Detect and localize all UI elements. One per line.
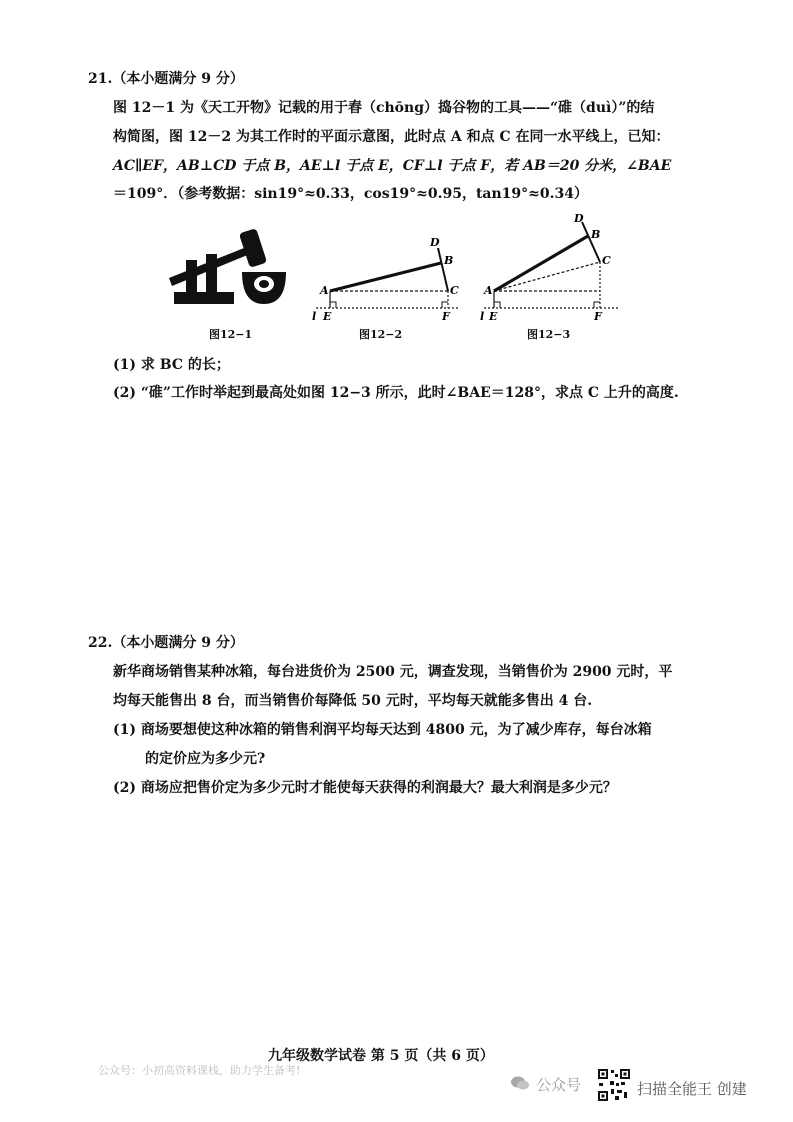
figure-12-2-diagram [308,228,468,323]
q21-sub-question-2: (2) “碓”工作时举起到最高处如图 12−3 所示，此时∠BAE＝128°，求点 C 上升的高度. [113,385,679,401]
q22-number: 22. [88,635,113,651]
q21-line-3: AC∥EF，AB⊥CD 于点 B，AE⊥l 于点 E，CF⊥l 于点 F，若 AB＝20 分米，∠BAE [113,158,672,174]
fig2-label-l: l [312,310,317,323]
q21-heading [88,68,244,88]
q22-score: （本小题满分 9 分） [112,635,244,651]
fig3-label-l: l [480,310,485,323]
fig3-label-F: F [594,310,602,323]
fig3-label-A: A [484,284,493,297]
fig2-label-D: D [430,236,440,249]
page-footer: 九年级数学试卷 第 5 页（共 6 页） [268,1048,494,1064]
q22-sub-question-2: (2) 商场应把售价定为多少元时才能使每天获得的利润最大？最大利润是多少元？ [113,780,617,796]
fig2-label-C: C [450,284,459,297]
figure-12-1-caption: 图12−1 [209,328,253,341]
q22-heading [88,632,244,652]
q21-line-1: 图 12－1 为《天工开物》记载的用于舂（chōng）捣谷物的工具——“碓（duì）”的结 [113,100,655,116]
wechat-icon [510,1075,530,1091]
q22-line-1: 新华商场销售某种冰箱，每台进货价为 2500 元，调查发现，当销售价为 2900 元时，平 [113,664,673,680]
fig3-label-B: B [591,228,601,241]
figure-12-1-illustration [164,222,294,312]
q22-line-2: 均每天能售出 8 台，而当销售价每降低 50 元时，平均每天就能多售出 4 台. [113,693,593,709]
figure-12-3-diagram [478,210,628,323]
q21-score: （本小题满分 9 分） [112,71,244,87]
figure-12-2-caption: 图12−2 [359,328,403,341]
q22-sub-question-1: (1) 商场要想使这种冰箱的销售利润平均每天达到 4800 元，为了减少库存，每台冰箱 [113,722,652,738]
fig3-label-E: E [489,310,498,323]
fig2-label-B: B [444,254,454,267]
fig2-label-F: F [442,310,450,323]
watermark-right-prefix: 公众号 [536,1076,582,1094]
watermark-right-scanner: 扫描全能王 创建 [637,1080,747,1098]
fig2-label-E: E [323,310,332,323]
q21-line-2: 构简图，图 12－2 为其工作时的平面示意图，此时点 A 和点 C 在同一水平线上，已知： [113,129,670,145]
q22-sub-question-1-cont: 的定价应为多少元? [145,751,266,767]
q21-number: 21. [88,71,113,87]
watermark-left: 公众号：小初高资料课栈，助力学生备考! [98,1064,301,1077]
figure-12-3-caption: 图12−3 [527,328,571,341]
qr-code-icon [597,1068,631,1102]
q21-sub-question-1: (1) 求 BC 的长； [113,357,230,373]
fig3-label-D: D [574,212,584,225]
fig2-label-A: A [320,284,329,297]
fig3-label-C: C [602,254,611,267]
q21-line-4: ＝109°．（参考数据：sin19°≈0.33，cos19°≈0.95，tan19°≈0.34） [113,186,588,202]
